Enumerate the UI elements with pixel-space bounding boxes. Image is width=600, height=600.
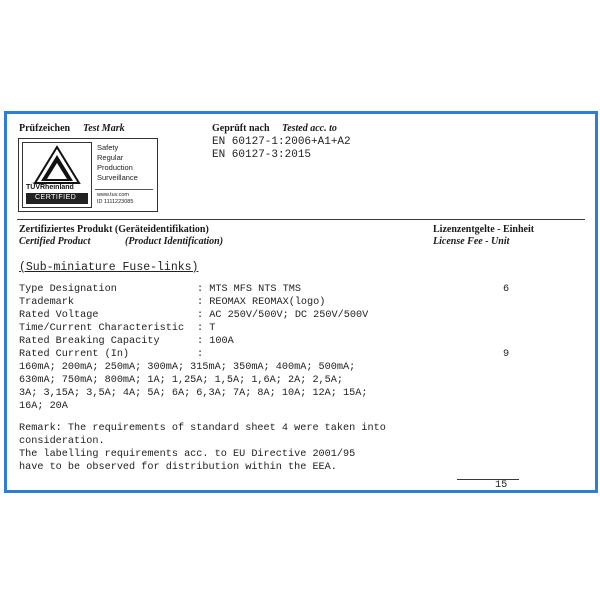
standard-1: EN 60127-1:2006+A1+A2: [212, 136, 351, 148]
product-title: (Sub-miniature Fuse-links): [19, 261, 199, 274]
tuv-logo: [22, 142, 92, 208]
remark-line: Remark: The requirements of standard sheet 4 were taken into: [19, 423, 386, 434]
row-label: Rated Current (In): [19, 349, 130, 360]
current-line: 160mA; 200mA; 250mA; 300mA; 315mA; 350mA; 400mA; 500mA;: [19, 362, 356, 373]
tuv-logo-text: TÜVRheinland: [26, 184, 74, 191]
row-label: Time/Current Characteristic: [19, 323, 185, 334]
row-value: : AC 250V/500V; DC 250V/500V: [197, 310, 369, 321]
tested-label-de: Geprüft nach: [212, 123, 270, 134]
product-heading-de: Zertifiziertes Produkt (Geräteidentifikation): [19, 224, 209, 235]
certified-badge: CERTIFIED: [35, 194, 77, 201]
certificate-page: [4, 111, 598, 493]
page-number: 15: [495, 480, 508, 491]
mark-line: Safety: [97, 143, 119, 152]
row-fee: 6: [503, 284, 510, 295]
divider: [17, 219, 585, 220]
mark-line: Surveillance: [97, 173, 138, 182]
current-line: 16A; 20A: [19, 401, 68, 412]
mark-description: [97, 143, 138, 183]
tested-label-en: Tested acc. to: [282, 123, 337, 134]
mark-line: Regular: [97, 153, 124, 162]
row-value: : T: [197, 323, 216, 334]
test-mark-label-en: Test Mark: [83, 123, 125, 134]
divider: [95, 189, 153, 190]
row-label: Rated Breaking Capacity: [19, 336, 160, 347]
row-value: : REOMAX REOMAX(logo): [197, 297, 326, 308]
fee-heading-de: Lizenzentgelte - Einheit: [433, 224, 535, 235]
current-line: 630mA; 750mA; 800mA; 1A; 1,25A; 1,5A; 1,6A; 2A; 2,5A;: [19, 375, 344, 386]
test-mark-label-de: Prüfzeichen: [19, 123, 71, 134]
mark-line: Production: [97, 163, 133, 172]
remark-line: The labelling requirements acc. to EU Directive 2001/95: [19, 449, 356, 460]
row-value: : MTS MFS NTS TMS: [197, 284, 301, 295]
row-label: Rated Voltage: [19, 310, 99, 321]
standard-2: EN 60127-3:2015: [212, 149, 312, 161]
product-heading-en: Certified Product: [19, 236, 91, 247]
mark-ids: [97, 192, 133, 206]
product-heading-en-paren: (Product Identification): [125, 236, 224, 247]
row-value: :: [197, 349, 204, 360]
fee-heading-en: License Fee - Unit: [433, 236, 510, 247]
current-line: 3A; 3,15A; 3,5A; 4A; 5A; 6A; 6,3A; 7A; 8A; 10A; 12A; 15A;: [19, 388, 368, 399]
remark-line: have to be observed for distribution within the EEA.: [19, 462, 337, 473]
mark-id: ID 1111223085: [97, 199, 134, 205]
row-label: Type Designation: [19, 284, 117, 295]
row-label: Trademark: [19, 297, 75, 308]
remark-line: consideration.: [19, 436, 105, 447]
mark-url: www.tuv.com: [97, 192, 129, 198]
certification-mark: [18, 138, 158, 212]
divider: [457, 479, 519, 480]
row-value: : 100A: [197, 336, 234, 347]
row-fee: 9: [503, 349, 510, 360]
